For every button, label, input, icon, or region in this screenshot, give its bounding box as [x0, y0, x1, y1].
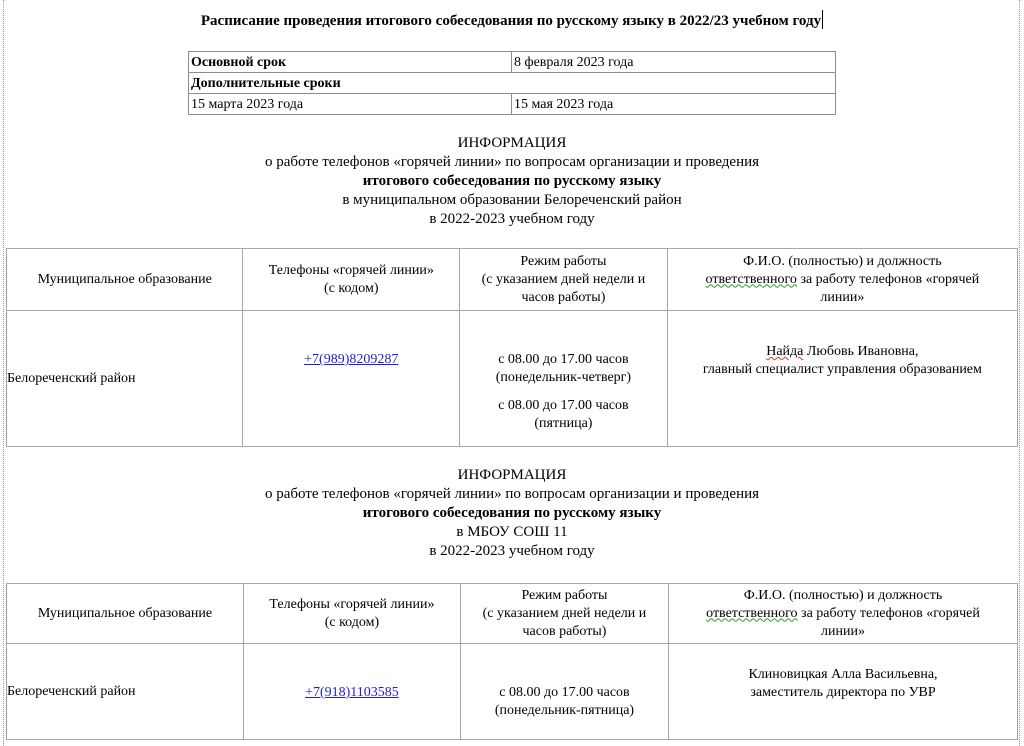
header-text: Режим работы: [521, 587, 608, 603]
cell-schedule: [460, 644, 668, 740]
spellcheck-word: ответственного: [706, 605, 798, 621]
header-phones: [243, 584, 460, 644]
schedule-text: с 08.00 до 17.00 часов: [499, 685, 630, 700]
header-text: линии»: [821, 623, 865, 639]
schedule-dates-table: [188, 51, 836, 115]
page-right-border: [1019, 0, 1020, 746]
person-name: [668, 343, 1017, 361]
extra-term-date-2: 15 мая 2023 года: [512, 94, 836, 115]
header-schedule: [460, 249, 668, 311]
schedule-text: с 08.00 до 17.00 часов: [498, 398, 629, 413]
person-name: Клиновицкая Алла Васильевна,: [748, 667, 938, 682]
spellcheck-word: Найда: [766, 344, 804, 359]
person-position: заместитель директора по УВР: [750, 685, 936, 700]
main-term-label: Основной срок: [189, 52, 512, 73]
person-position: главный специалист управления образованием: [702, 362, 982, 377]
info-block-district: [0, 134, 1024, 229]
header-responsible: [667, 249, 1017, 311]
cell-phone: [243, 311, 460, 447]
header-text: Режим работы: [520, 253, 607, 269]
info-line-bold: итогового собеседования по русскому языку: [362, 505, 662, 521]
header-municipality: [7, 249, 243, 311]
info-line: в 2022-2023 учебном году: [429, 211, 595, 227]
header-schedule: [460, 584, 668, 644]
header-text: часов работы): [522, 623, 607, 639]
info-line: в МБОУ СОШ 11: [456, 524, 568, 540]
title-text: Расписание проведения итогового собеседования по русскому языку в 2022/23 учебном году: [200, 13, 822, 29]
header-text: Телефоны «горячей линии»: [268, 262, 434, 278]
header-text: (с указанием дней недели и: [482, 605, 647, 621]
header-text: [669, 605, 1017, 623]
info-line: о работе телефонов «горячей линии» по вопросам организации и проведения: [264, 486, 760, 502]
hotline-table-district: [6, 248, 1018, 447]
header-text-rest: за работу телефонов «горячей: [797, 605, 980, 621]
page-left-border: [3, 0, 4, 746]
cell-phone: [243, 644, 460, 740]
hotline-table-school: [6, 583, 1018, 740]
table-header-row: [7, 584, 1018, 644]
schedule-text: (понедельник-четверг): [495, 370, 632, 385]
spacer: [460, 387, 667, 397]
info-line: в муниципальном образовании Белореченский район: [342, 192, 682, 208]
header-text: [668, 271, 1017, 289]
cell-responsible: [667, 311, 1017, 447]
header-text: Муниципальное образование: [37, 605, 213, 621]
phone-link[interactable]: +7(989)8209287: [304, 352, 399, 367]
info-heading: ИНФОРМАЦИЯ: [457, 467, 567, 483]
extra-term-date-1: 15 марта 2023 года: [189, 94, 512, 115]
phone-link[interactable]: +7(918)1103585: [305, 685, 399, 700]
header-text: Муниципальное образование: [37, 271, 212, 287]
header-text: Ф.И.О. (полностью) и должность: [743, 587, 943, 603]
spellcheck-word: ответственного: [705, 271, 797, 287]
header-municipality: [7, 584, 244, 644]
info-heading: ИНФОРМАЦИЯ: [457, 135, 567, 151]
info-line-bold: итогового собеседования по русскому языку: [362, 173, 662, 189]
header-text: (с указанием дней недели и: [481, 271, 646, 287]
table-row: [7, 644, 1018, 740]
cell-municipality: Белореченский район: [7, 644, 244, 740]
person-name-rest: Любовь Ивановна,: [803, 344, 919, 359]
info-line: о работе телефонов «горячей линии» по вопросам организации и проведения: [264, 154, 760, 170]
header-text: Телефоны «горячей линии»: [269, 596, 435, 612]
text-cursor: [822, 10, 823, 29]
header-text: (с кодом): [324, 280, 379, 296]
info-line: в 2022-2023 учебном году: [429, 543, 595, 559]
table-header-row: [7, 249, 1018, 311]
document-title: [0, 10, 1024, 31]
table-row: [7, 311, 1018, 447]
header-text: (с кодом): [324, 614, 380, 630]
header-phones: [243, 249, 460, 311]
schedule-text: (пятница): [534, 416, 593, 431]
schedule-text: (понедельник-пятница): [494, 703, 635, 718]
cell-responsible: [668, 644, 1017, 740]
header-responsible: [668, 584, 1017, 644]
header-text: линии»: [820, 289, 865, 305]
header-text-rest: за работу телефонов «горячей: [796, 271, 980, 287]
table-row: [189, 73, 836, 94]
header-text: часов работы): [521, 289, 606, 305]
cell-municipality: Белореченский район: [7, 311, 243, 447]
main-term-date: 8 февраля 2023 года: [512, 52, 836, 73]
table-row: [189, 52, 836, 73]
info-block-school: [0, 466, 1024, 561]
header-text: Ф.И.О. (полностью) и должность: [743, 253, 942, 269]
cell-schedule: [460, 311, 668, 447]
extra-terms-label: Дополнительные сроки: [189, 73, 836, 94]
table-row: [189, 94, 836, 115]
schedule-text: с 08.00 до 17.00 часов: [498, 352, 629, 367]
